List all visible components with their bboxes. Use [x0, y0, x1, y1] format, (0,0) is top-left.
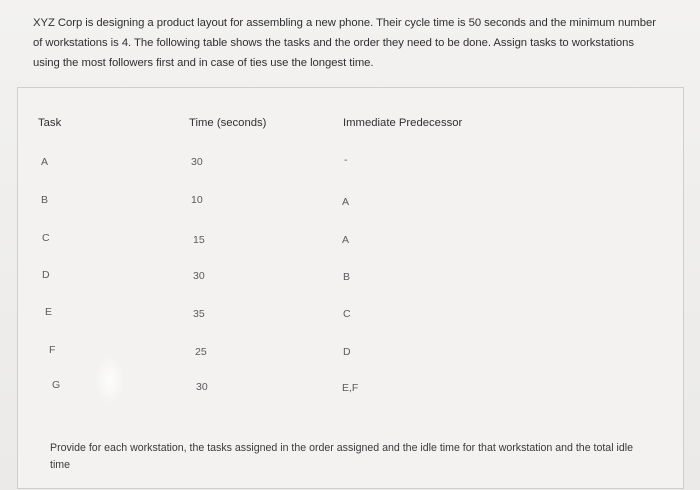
time-cell: 30 [191, 156, 203, 168]
header-predecessor: Immediate Predecessor [343, 117, 463, 129]
task-cell: D [42, 269, 50, 281]
predecessor-cell: A [342, 234, 350, 246]
instruction-line-1: Provide for each workstation, the tasks assigned in the order assigned and the idle time for that workstation and the total idle [50, 442, 633, 454]
task-cell: E [45, 306, 53, 318]
task-cell: G [52, 379, 61, 391]
instruction-text [50, 440, 670, 474]
task-cell: B [41, 194, 49, 206]
task-table [17, 87, 684, 489]
question-line-2: of workstations is 4. The following table shows the tasks and the order they need to be done. Assign tasks to workstations [33, 37, 634, 49]
question-line-3: using the most followers first and in case of ties use the longest time. [33, 57, 374, 69]
header-time: Time (seconds) [189, 117, 267, 129]
time-cell: 10 [191, 194, 203, 206]
predecessor-cell: B [343, 271, 351, 283]
predecessor-cell: A [342, 196, 350, 208]
predecessor-cell: C [343, 308, 351, 320]
predecessor-cell: E,F [342, 382, 359, 394]
task-cell: F [49, 344, 56, 356]
header-task: Task [38, 117, 62, 129]
time-cell: 30 [196, 381, 208, 393]
instruction-line-2: time [50, 459, 71, 471]
task-cell: A [41, 156, 49, 168]
predecessor-cell: - [344, 154, 348, 166]
time-cell: 35 [193, 308, 205, 320]
question-line-1: XYZ Corp is designing a product layout for assembling a new phone. Their cycle time is 50 seconds and the minimum number [33, 17, 656, 29]
task-cell: C [42, 232, 50, 244]
time-cell: 25 [195, 346, 207, 358]
time-cell: 30 [193, 270, 205, 282]
predecessor-cell: D [343, 346, 351, 358]
time-cell: 15 [193, 234, 205, 246]
question-text [33, 13, 693, 73]
